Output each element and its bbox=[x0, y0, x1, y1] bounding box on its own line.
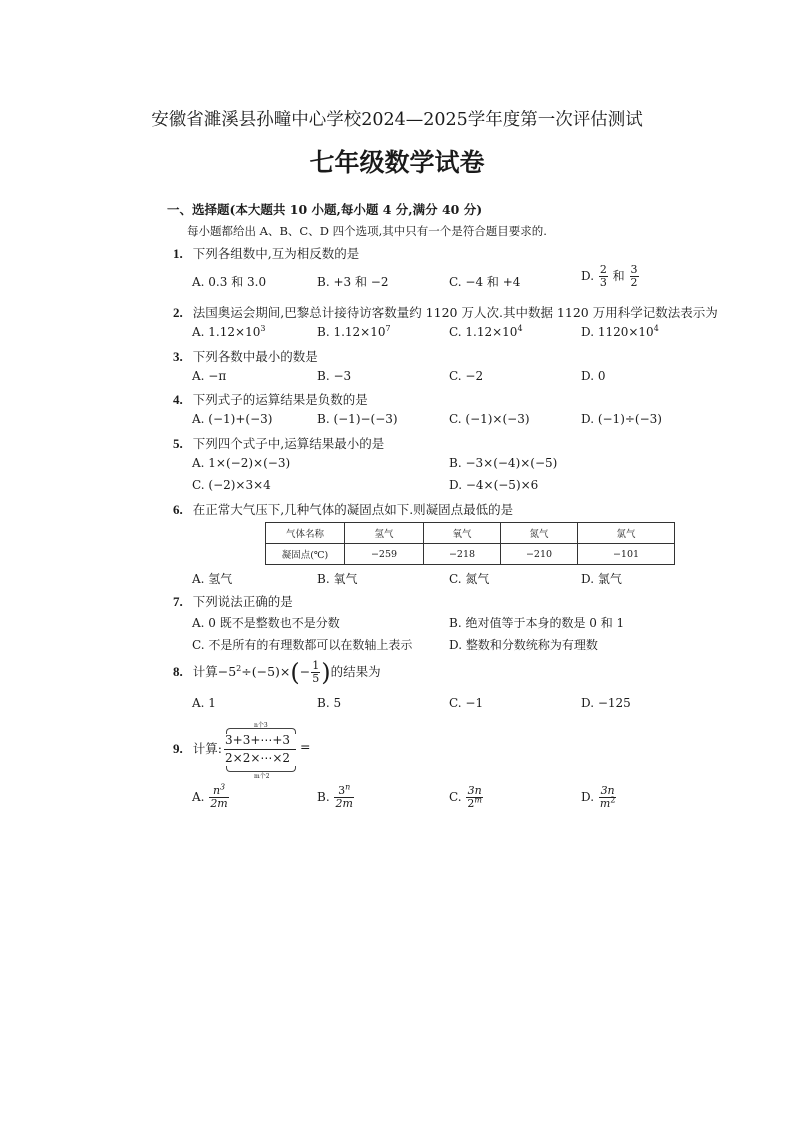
question-number: 8. bbox=[173, 664, 183, 679]
table-cell: −218 bbox=[424, 544, 501, 565]
q3-option-d[interactable]: D. 0 bbox=[581, 369, 606, 383]
numerator: 3+3+⋯+3 bbox=[225, 733, 291, 747]
option-label: D. bbox=[581, 269, 595, 283]
table-cell: 气体名称 bbox=[266, 523, 345, 544]
q5-option-d[interactable]: D. −4×(−5)×6 bbox=[449, 478, 539, 492]
question-3 bbox=[173, 347, 318, 365]
table-cell: 氧气 bbox=[424, 523, 501, 544]
table-row bbox=[266, 544, 675, 565]
q4-option-a[interactable]: A. (−1)+(−3) bbox=[192, 412, 273, 426]
question-number: 6. bbox=[173, 502, 183, 517]
q5-option-c[interactable]: C. (−2)×3×4 bbox=[192, 478, 271, 492]
section-heading: 一、选择题(本大题共 10 小题,每小题 4 分,满分 40 分) bbox=[167, 202, 483, 217]
school-header: 安徽省濉溪县孙疃中心学校2024—2025学年度第一次评估测试 bbox=[151, 110, 643, 130]
option-label: A. bbox=[192, 790, 205, 804]
question-text: 下列说法正确的是 bbox=[192, 594, 293, 609]
question-text: ÷(−5)× bbox=[241, 664, 291, 679]
option-label: D. bbox=[581, 790, 595, 804]
table-cell: 氢气 bbox=[345, 523, 424, 544]
q4-option-b[interactable]: B. (−1)−(−3) bbox=[317, 412, 398, 426]
q3-option-c[interactable]: C. −2 bbox=[449, 369, 484, 383]
question-number: 3. bbox=[173, 349, 183, 364]
question-text: 法国奥运会期间,巴黎总计接待访客数量约 1120 万人次.其中数据 1120 万用科学记数法表示为 bbox=[192, 305, 718, 320]
q2-option-b[interactable]: B. $1.12\times 10^7$ bbox=[317, 324, 391, 339]
fraction: $\frac{3n}{m^2}$ bbox=[599, 784, 616, 810]
table-cell: −259 bbox=[345, 544, 424, 565]
q8-option-c[interactable]: C. −1 bbox=[449, 696, 484, 710]
left-paren: ( bbox=[290, 658, 300, 687]
question-number: 4. bbox=[173, 392, 183, 407]
fraction-bar bbox=[224, 749, 296, 750]
option-connector: 和 bbox=[612, 269, 625, 283]
q7-option-d[interactable]: D. 整数和分数统称为有理数 bbox=[449, 638, 598, 652]
q6-option-c[interactable]: C. 氮气 bbox=[449, 572, 490, 586]
fraction: $\frac{3^n}{2m}$ bbox=[335, 782, 353, 810]
q1-option-b[interactable]: B. +3 和 −2 bbox=[317, 275, 389, 289]
q3-option-b[interactable]: B. −3 bbox=[317, 369, 352, 383]
table-cell: −101 bbox=[578, 544, 675, 565]
question-number: 2. bbox=[173, 305, 183, 320]
q9-option-d[interactable] bbox=[581, 785, 617, 810]
q9-expression bbox=[224, 720, 300, 778]
section-instruction: 每小题都给出 A、B、C、D 四个选项,其中只有一个是符合题目要求的. bbox=[187, 224, 547, 238]
gas-table-wrapper bbox=[265, 522, 675, 565]
q8-option-b[interactable]: B. 5 bbox=[317, 696, 342, 710]
q1-option-c[interactable]: C. −4 和 +4 bbox=[449, 275, 521, 289]
q6-option-b[interactable]: B. 氧气 bbox=[317, 572, 358, 586]
question-text: 计算−5 bbox=[192, 664, 237, 679]
q5-option-a[interactable]: A. 1×(−2)×(−3) bbox=[192, 456, 291, 470]
q6-option-d[interactable]: D. 氯气 bbox=[581, 572, 622, 586]
question-2 bbox=[173, 303, 718, 321]
question-number: 5. bbox=[173, 436, 183, 451]
q6-option-a[interactable]: A. 氢气 bbox=[192, 572, 233, 586]
question-text: 的结果为 bbox=[330, 664, 381, 679]
question-text: 下列式子的运算结果是负数的是 bbox=[192, 392, 368, 407]
question-7 bbox=[173, 592, 293, 610]
question-text: 计算: bbox=[192, 741, 222, 756]
table-cell: 氯气 bbox=[578, 523, 675, 544]
question-number: 9. bbox=[173, 741, 183, 756]
question-4 bbox=[173, 390, 368, 408]
right-paren: ) bbox=[321, 658, 331, 687]
page-title: 七年级数学试卷 bbox=[309, 148, 485, 177]
q2-option-c[interactable]: C. $1.12\times 10^4$ bbox=[449, 324, 523, 339]
exponent: 2 bbox=[236, 663, 242, 673]
fraction: $\frac{2}{3}$ bbox=[599, 263, 607, 289]
question-text: 下列各组数中,互为相反数的是 bbox=[192, 246, 360, 261]
q7-option-c[interactable]: C. 不是所有的有理数都可以在数轴上表示 bbox=[192, 638, 413, 652]
question-5 bbox=[173, 434, 384, 452]
question-number: 7. bbox=[173, 594, 183, 609]
option-label: C. bbox=[449, 790, 462, 804]
q3-option-a[interactable]: A. −π bbox=[192, 369, 227, 383]
denominator: 2×2×⋯×2 bbox=[225, 751, 291, 765]
q4-option-c[interactable]: C. (−1)×(−3) bbox=[449, 412, 530, 426]
fraction: $\frac{1}{5}$ bbox=[312, 659, 320, 685]
question-text: 下列四个式子中,运算结果最小的是 bbox=[192, 436, 385, 451]
q2-option-d[interactable]: D. $1120\times 10^4$ bbox=[581, 324, 659, 339]
q7-option-b[interactable]: B. 绝对值等于本身的数是 0 和 1 bbox=[449, 616, 625, 630]
q9-option-a[interactable] bbox=[192, 782, 230, 810]
q7-option-a[interactable]: A. 0 既不是整数也不是分数 bbox=[192, 616, 340, 630]
q2-option-a[interactable]: A. $1.12\times 10^3$ bbox=[192, 324, 266, 339]
table-cell: 氮气 bbox=[501, 523, 578, 544]
q9-equals: = bbox=[300, 739, 311, 754]
question-1 bbox=[173, 244, 359, 262]
fraction: $\frac{3n}{2^m}$ bbox=[467, 784, 482, 810]
question-8: 8. 计算$-5^2\div(-5)\times(-$ $\frac{1}{5}$ )的结果为 bbox=[173, 658, 381, 687]
q9-option-b[interactable] bbox=[317, 782, 355, 810]
table-row bbox=[266, 523, 675, 544]
q1-option-d[interactable] bbox=[581, 264, 640, 289]
table-cell: 凝固点(℃) bbox=[266, 544, 345, 565]
gas-table bbox=[265, 522, 675, 565]
bottom-brace-note: m个2 bbox=[254, 773, 270, 780]
q9-option-c[interactable] bbox=[449, 785, 484, 810]
q4-option-d[interactable]: D. (−1)÷(−3) bbox=[581, 412, 662, 426]
question-number: 1. bbox=[173, 246, 183, 261]
question-9 bbox=[173, 739, 222, 757]
question-text: 在正常大气压下,几种气体的凝固点如下.则凝固点最低的是 bbox=[192, 502, 514, 517]
top-brace-note: n个3 bbox=[254, 722, 268, 729]
question-text: 下列各数中最小的数是 bbox=[192, 349, 318, 364]
table-cell: −210 bbox=[501, 544, 578, 565]
option-label: B. bbox=[317, 790, 330, 804]
q8-option-a[interactable]: A. 1 bbox=[192, 696, 216, 710]
fraction: $\frac{n^3}{2m}$ bbox=[210, 782, 228, 810]
question-6 bbox=[173, 500, 513, 518]
fraction: $\frac{3}{2}$ bbox=[630, 263, 638, 289]
q1-option-a[interactable]: A. 0.3 和 3.0 bbox=[192, 275, 267, 289]
q8-option-d[interactable]: D. −125 bbox=[581, 696, 631, 710]
q5-option-b[interactable]: B. −3×(−4)×(−5) bbox=[449, 456, 558, 470]
